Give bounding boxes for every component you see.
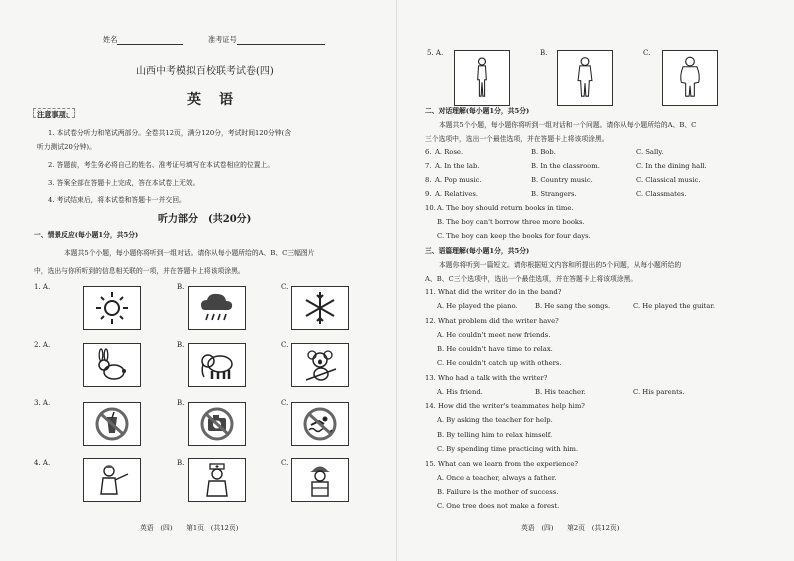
rabbit-icon [92, 347, 132, 383]
q1-option-a[interactable] [83, 286, 141, 330]
q5-c-label: C. [643, 49, 651, 57]
q5-option-c[interactable] [662, 50, 718, 106]
q3-option-b[interactable] [188, 402, 246, 446]
option-c[interactable]: C. He couldn't catch up with others. [437, 359, 562, 367]
subject-title: 英 语 [187, 92, 235, 108]
q3-option-c[interactable] [291, 402, 349, 446]
q2-option-a[interactable] [83, 343, 141, 387]
q4-label: 4. A. [34, 459, 51, 467]
note-line: 3. 答案全部在答题卡上完成，答在本试卷上无效。 [48, 179, 200, 187]
section3-instructions: 本题你将听到一篇短文。请你根据短文内容和所提出的5个问题，从每小题所给的 [439, 261, 682, 269]
section3-title: 三、语篇理解(每小题1分，共5分) [425, 247, 530, 255]
option-c[interactable]: C. Classmates. [636, 190, 687, 198]
normal-body-icon [572, 55, 598, 101]
option-b[interactable]: B. He couldn't have time to relax. [437, 345, 553, 353]
q4-option-b[interactable] [188, 458, 246, 502]
large-body-icon [677, 55, 703, 101]
q3-c-label: C. [281, 399, 289, 407]
option-c[interactable]: C. He played the guitar. [633, 302, 715, 310]
q2-label: 2. A. [34, 341, 51, 349]
option-b[interactable]: B. Strangers. [531, 190, 577, 198]
q4-option-c[interactable] [291, 458, 349, 502]
snowflake-icon [300, 290, 340, 326]
q2-b-label: B. [177, 341, 185, 349]
option-a[interactable]: A. By asking the teacher for help. [437, 416, 553, 424]
section2-instructions: 本题共5个小题，每小题你将听到一组对话和一个问题。请你从每小题所给的A、B、C [439, 121, 697, 129]
q4-option-a[interactable] [83, 458, 141, 502]
no-camera-icon [197, 406, 237, 442]
option-a[interactable]: A. Rose. [435, 148, 464, 156]
question-stem: 12. What problem did the writer have? [425, 317, 559, 325]
ticket-number-field[interactable]: 准考证号 [208, 35, 325, 45]
q1-c-label: C. [281, 283, 289, 291]
section1-instructions: 中，选出与你所听到的信息相关联的一项，并在答题卡上将该项涂黑。 [34, 267, 245, 275]
option-b[interactable]: B. Bob. [531, 148, 556, 156]
nurse-icon [197, 462, 237, 498]
question-stem: 15. What can we learn from the experience? [425, 460, 578, 468]
no-swimming-icon [300, 406, 340, 442]
option-c[interactable]: C. In the dining hall. [636, 162, 707, 170]
sun-icon [92, 290, 132, 326]
firefighter-icon [300, 462, 340, 498]
option-b[interactable]: B. Country music. [531, 176, 593, 184]
option-c[interactable]: C. Classical music. [636, 176, 701, 184]
section2-instructions: 三个选项中，选出一个最佳选项，并在答题卡上将该项涂黑。 [425, 135, 609, 143]
option-a[interactable]: A. In the lab. [435, 162, 480, 170]
note-line: 1. 本试卷分听力和笔试两部分。全卷共12页，满分120分，考试时间120分钟(含 [48, 129, 292, 137]
q3-option-a[interactable] [83, 402, 141, 446]
section1-title: 一、情景反应(每小题1分，共5分) [34, 231, 139, 239]
option-b[interactable]: B. By telling him to relax himself. [437, 431, 553, 439]
page-footer: 英语 (四) 第2页 (共12页) [521, 524, 620, 532]
page-footer: 英语 (四) 第1页 (共12页) [140, 524, 239, 532]
notes-heading: 注意事项: [37, 110, 69, 119]
option-c[interactable]: C. One tree does not make a forest. [437, 502, 560, 510]
note-line: 4. 考试结束后，将本试卷和答题卡一并交回。 [48, 196, 186, 204]
option-b[interactable]: B. Failure is the mother of success. [437, 488, 559, 496]
no-drinking-icon [92, 406, 132, 442]
question-stem: 13. Who had a talk with the writer? [425, 374, 548, 382]
option-a[interactable]: A. He played the piano. [437, 302, 518, 310]
option-a[interactable]: A. Relatives. [435, 190, 479, 198]
q1-option-c[interactable] [291, 286, 349, 330]
name-field[interactable]: 姓名 [103, 35, 183, 45]
elephant-icon [197, 347, 237, 383]
q4-b-label: B. [177, 459, 185, 467]
question-stem: 14. How did the writer's teammates help him? [425, 402, 585, 410]
option-b[interactable]: B. He sang the songs. [535, 302, 611, 310]
option-c[interactable]: C. By spending time practicing with him. [437, 445, 579, 453]
koala-icon [300, 347, 340, 383]
right-page: 5. A. B. C. 二、对话理解(每小题1分，共5分) 本题共5个小题，每小题你将听到一组对话和一个问题。请你从每小题所给的A、B、C 三个选项中，选出一个最佳选项，并在答题卡上将该项涂黑。 6. A. Rose. B. Bob. C. Sally. 7. A. In the lab. B. In the classroom. C. In the dining hall. 8. A. Pop music. B. Country music. C. Classical music. 9. A. Relatives. B. Strangers. C. Classmates. 10. A. The boy should return books in time. B. The boy can't borrow three more books. C. The boy can keep the books for four days. 三、语篇理解(每小题1分，共5分) 本题你将听到一篇短文。请你根据短文内容和所提出的5个问题，从每小题所给的 A、B、C三个选项中，选出一个最佳选项，并在答题卡上将该项涂黑。 11. What did the writer do in the band? A. He played the piano. B. He sang the songs. C. He played the guitar. 12. What problem did the writer have? A. He couldn't meet new friends. B. He couldn't have time to relax. C. He couldn't catch up with others. 13. Who had a talk with the writer? A. His friend. B. His teacher. C. His parents. 14. How did the writer's teammates help him? A. By asking the teacher for help. B. By telling him to relax himself. C. By spending time practicing with him. 15. What can we learn from the experience? A. Once a teacher, always a father. B. Failure is the mother of success. C. One tree does not make a forest. 英语 (四) 第2页 (共12页) [397, 0, 794, 561]
q5-option-a[interactable] [454, 50, 510, 106]
q2-option-b[interactable] [188, 343, 246, 387]
exam-title: 山西中考模拟百校联考试卷(四) [136, 66, 274, 77]
q4-c-label: C. [281, 459, 289, 467]
note-line: 听力测试20分钟)。 [37, 143, 96, 151]
section2-title: 二、对话理解(每小题1分，共5分) [425, 107, 530, 115]
q1-option-b[interactable] [188, 286, 246, 330]
q2-c-label: C. [281, 341, 289, 349]
question-stem: 11. What did the writer do in the band? [425, 288, 562, 296]
option-a[interactable]: A. His friend. [437, 388, 483, 396]
q5-option-b[interactable] [557, 50, 613, 106]
note-line: 2. 答题前，考生务必将自己的姓名、准考证号填写在本试卷相应的位置上。 [48, 161, 275, 169]
q2-option-c[interactable] [291, 343, 349, 387]
option-b[interactable]: B. The boy can't borrow three more books. [437, 218, 585, 226]
option-a[interactable]: A. He couldn't meet new friends. [437, 331, 551, 339]
q5-label: 5. A. [427, 49, 444, 57]
option-b[interactable]: B. In the classroom. [531, 162, 600, 170]
option-c[interactable]: C. The boy can keep the books for four days. [437, 232, 591, 240]
teacher-icon [92, 462, 132, 498]
option-b[interactable]: B. His teacher. [535, 388, 586, 396]
q3-label: 3. A. [34, 399, 51, 407]
option-c[interactable]: C. Sally. [636, 148, 664, 156]
rain-cloud-icon [197, 290, 237, 326]
option-a[interactable]: A. Once a teacher, always a father. [437, 474, 557, 482]
q1-b-label: B. [177, 283, 185, 291]
q3-b-label: B. [177, 399, 185, 407]
q1-label: 1. A. [34, 283, 51, 291]
option-a[interactable]: A. Pop music. [435, 176, 482, 184]
section1-instructions: 本题共5个小题，每小题你将听到一组对话。请你从每小题所给的A、B、C三幅图片 [64, 249, 315, 257]
section3-instructions: A、B、C三个选项中，选出一个最佳选项，并在答题卡上将该项涂黑。 [425, 275, 638, 283]
listening-title: 听力部分 (共20分) [158, 214, 252, 225]
option-c[interactable]: C. His parents. [633, 388, 685, 396]
q5-b-label: B. [540, 49, 548, 57]
option-a[interactable]: A. The boy should return books in time. [437, 204, 574, 212]
thin-body-icon [469, 55, 495, 101]
